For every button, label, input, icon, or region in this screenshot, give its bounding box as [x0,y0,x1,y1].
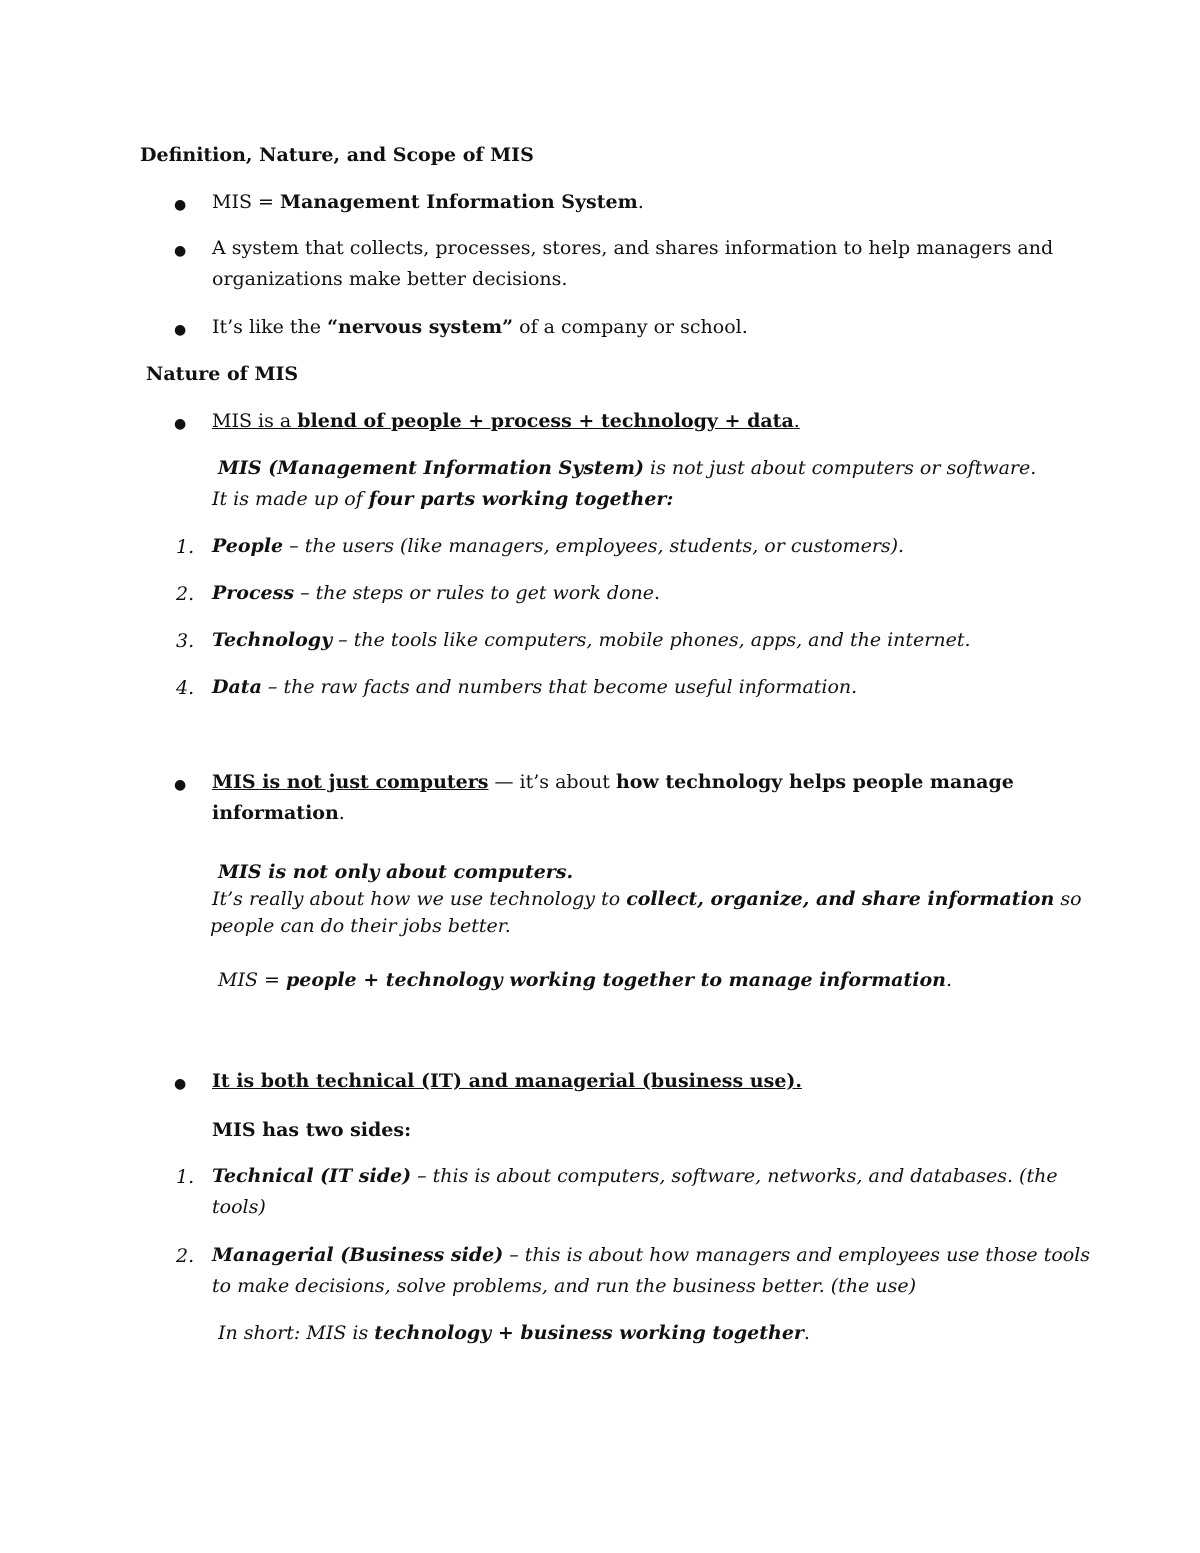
bullet-icon: ● [174,322,187,338]
nature-both-bullet: It is both technical (IT) and managerial (business use). [212,1070,803,1092]
list-number: 1. [176,1166,195,1188]
list-number: 4. [176,677,195,699]
bullet-icon: ● [174,1076,187,1092]
list-item-technology: Technology – the tools like computers, mobile phones, apps, and the internet. [212,629,971,651]
side-technical-line-2: tools) [212,1196,266,1218]
definition-bullet-3: It’s like the “nervous system” of a company or school. [212,316,748,338]
bullet-icon: ● [174,197,187,213]
nature-heading: Nature of MIS [146,363,299,385]
list-number: 2. [176,583,195,605]
two-sides-heading: MIS has two sides: [212,1119,412,1141]
side-managerial-line-1: Managerial (Business side) – this is about how managers and employees use those tools [212,1244,1091,1266]
list-number: 3. [176,630,195,652]
list-number: 2. [176,1245,195,1267]
definition-bullet-1: MIS = Management Information System. [212,191,644,213]
side-technical-line-1: Technical (IT side) – this is about computers, software, networks, and databases. (the [212,1165,1058,1187]
list-item-people: People – the users (like managers, employees, students, or customers). [212,535,905,557]
nature-intro-line-1: MIS (Management Information System) is not just about computers or software. [218,457,1037,479]
document-heading: Definition, Nature, and Scope of MIS [140,144,534,166]
definition-bullet-2-line-2: organizations make better decisions. [212,268,568,290]
list-number: 1. [176,536,195,558]
not-only-title: MIS is not only about computers. [218,861,574,883]
list-item-process: Process – the steps or rules to get work done. [212,582,660,604]
bullet-icon: ● [174,243,187,259]
not-only-line-2: people can do their jobs better. [210,915,511,937]
in-short-summary: In short: MIS is technology + business working together. [218,1322,810,1344]
list-item-data: Data – the raw facts and numbers that become useful information. [212,676,858,698]
side-managerial-line-2: to make decisions, solve problems, and run the business better. (the use) [212,1275,916,1297]
definition-bullet-2-line-1: A system that collects, processes, stores, and shares information to help managers and [212,237,1054,259]
bullet-icon: ● [174,777,187,793]
nature-intro-line-2: It is made up of four parts working together: [212,488,674,510]
nature-not-just-computers-line-2: information. [212,802,345,824]
not-only-line-1: It’s really about how we use technology to collect, organize, and share information so [212,888,1082,910]
nature-not-just-computers-line-1: MIS is not just computers — it’s about how technology helps people manage [212,771,1014,793]
nature-blend-bullet: MIS is a blend of people + process + technology + data. [212,410,800,432]
mis-equation: MIS = people + technology working together to manage information. [218,969,953,991]
bullet-icon: ● [174,416,187,432]
